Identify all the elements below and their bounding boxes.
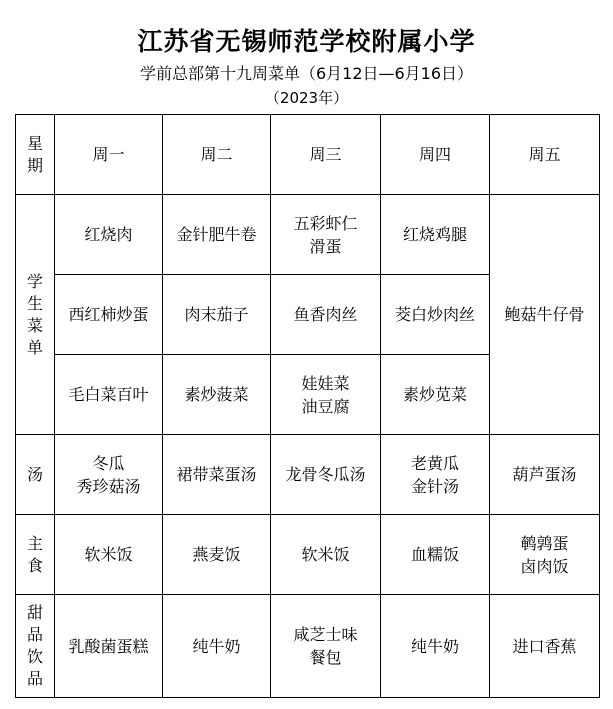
menu-item-text: 红烧鸡腿 [402,225,467,244]
menu-cell [55,435,163,515]
menu-item-text: 软米饭 [84,545,133,564]
header-row [16,115,600,195]
menu-cell [271,275,381,355]
dessert-row-label: 甜品饮品 [16,595,55,698]
menu-cell [490,515,600,595]
menu-item-text: 纯牛奶 [192,636,241,656]
menu-item-text: 进口香蕉 [512,636,577,656]
menu-cell [55,515,163,595]
day-header: 周四 [381,115,490,195]
corner-label: 星期 [16,115,55,195]
menu-item-text: 秀珍菇汤 [76,476,141,496]
menu-item-text: 素炒菠菜 [184,385,249,404]
dish-row [16,195,600,275]
menu-item-text: 毛白菜百叶 [68,385,149,404]
staple-row [16,515,600,595]
menu-item-text: 五彩虾仁 [293,213,358,233]
menu-item-text: 红烧肉 [84,225,133,244]
menu-cell [381,275,490,355]
menu-cell [381,355,490,435]
menu-cell [55,195,163,275]
menu-item-text: 餐包 [309,648,342,667]
dessert-row [16,595,600,698]
menu-item-text: 血糯饭 [410,545,459,564]
menu-item-text: 纯牛奶 [410,636,459,656]
menu-cell [163,275,271,355]
menu-item-text: 西红柿炒蛋 [68,305,149,324]
school-title: 江苏省无锡师范学校附属小学 [137,27,476,56]
menu-item-text: 金针汤 [410,476,459,496]
menu-item-text: 鲍菇牛仔骨 [504,305,585,324]
menu-cell [163,595,271,698]
menu-item-text: 燕麦饭 [192,545,241,564]
menu-item-text: 葫芦蛋汤 [512,465,577,484]
menu-cell [490,435,600,515]
menu-item-text: 素炒苋菜 [402,385,467,404]
menu-cell [271,355,381,435]
menu-cell-friday-dish [490,195,600,435]
menu-cell [381,435,490,515]
menu-cell [163,435,271,515]
menu-item-text: 卤肉饭 [520,556,569,576]
menu-subtitle: 学前总部第十九周菜单（6月12日—6月16日） [139,64,474,83]
menu-item-text: 肉末茄子 [184,305,249,324]
menu-item-text: 龙骨冬瓜汤 [285,465,366,484]
menu-cell [381,595,490,698]
menu-year: （2023年） [264,89,349,107]
menu-cell [271,515,381,595]
menu-item-text: 茭白炒肉丝 [394,305,475,324]
menu-cell [55,275,163,355]
menu-cell [381,515,490,595]
menu-item-text: 软米饭 [301,545,350,564]
menu-item-text: 油豆腐 [301,396,350,416]
day-header: 周二 [163,115,271,195]
menu-item-text: 乳酸菌蛋糕 [68,636,149,656]
menu-cell [163,355,271,435]
menu-cell [55,595,163,698]
soup-row [16,435,600,515]
day-header: 周三 [271,115,381,195]
menu-item-text: 咸芝士味 [293,625,358,644]
staple-row-label: 主食 [16,515,55,595]
menu-item-text: 老黄瓜 [410,453,459,473]
weekly-menu-table [15,114,600,698]
day-header: 周五 [490,115,600,195]
menu-cell [271,195,381,275]
menu-cell [271,435,381,515]
menu-item-text: 滑蛋 [309,236,342,256]
menu-item-text: 娃娃菜 [301,373,350,393]
menu-item-text: 鹌鹑蛋 [520,533,569,553]
menu-cell [55,355,163,435]
menu-cell [163,515,271,595]
menu-cell [490,595,600,698]
day-header: 周一 [55,115,163,195]
menu-cell [381,195,490,275]
dishes-row-label: 学生菜单 [16,195,55,435]
menu-item-text: 裙带菜蛋汤 [176,465,257,484]
menu-item-text: 金针肥牛卷 [176,225,257,244]
menu-item-text: 鱼香肉丝 [293,305,358,324]
menu-item-text: 冬瓜 [92,453,125,473]
menu-cell [271,595,381,698]
menu-cell [163,195,271,275]
soup-row-label: 汤 [16,435,55,515]
